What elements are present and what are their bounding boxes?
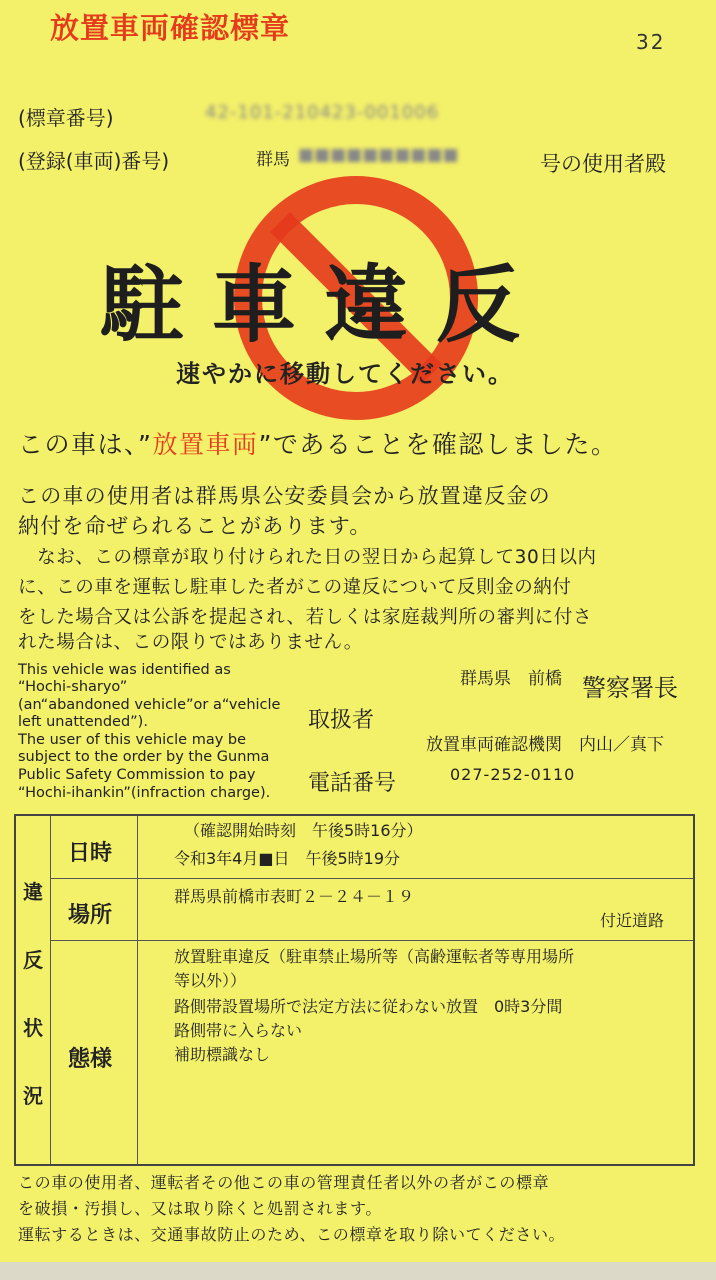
manner-label: 態様 <box>68 1047 113 1072</box>
english-line: (an“abandoned vehicle”or a“vehicle <box>18 697 281 713</box>
handler-label: 取扱者 <box>308 708 375 733</box>
violation-headline: 駐車違反 <box>100 255 549 354</box>
table-divider <box>50 878 693 879</box>
phone-label: 電話番号 <box>308 771 397 796</box>
english-line: “Hochi-sharyo” <box>18 679 128 695</box>
issuer-title: 警察署長 <box>582 674 678 702</box>
phone-value: 027-252-0110 <box>450 765 576 784</box>
sign-number-label: (標章番号) <box>18 106 114 130</box>
handler-value: 放置車両確認機関 内山／真下 <box>426 735 664 755</box>
table-divider <box>137 816 138 1164</box>
bottom-strip <box>0 1262 716 1280</box>
datetime-label: 日時 <box>68 841 113 866</box>
side-label-char: 違 <box>23 880 43 904</box>
registration-prefix: 群馬 <box>256 150 290 170</box>
registration-redacted: ■■■■■■■■■■ <box>298 145 459 165</box>
notice-line: この車の使用者は群馬県公安委員会から放置違反金の <box>18 484 551 508</box>
english-line: The user of this vehicle may be <box>18 732 247 748</box>
english-line: “Hochi-ihankin”(infraction charge). <box>18 785 271 801</box>
footer-line: を破損・汚損し、又は取り除くと処罰されます。 <box>18 1199 382 1218</box>
page-number: 32 <box>636 30 666 54</box>
notice-line: 納付を命ぜられることがあります。 <box>18 514 372 538</box>
manner-line: 補助標識なし <box>174 1045 271 1064</box>
side-label-char: 状 <box>23 1016 43 1040</box>
side-label-char: 況 <box>23 1084 43 1108</box>
document-title: 放置車両確認標章 <box>50 11 291 45</box>
confirmation-statement <box>18 425 617 461</box>
place-line: 付近道路 <box>600 911 665 930</box>
sign-number-value: 42-101-210423-001006 <box>205 102 440 123</box>
violation-details-table <box>14 814 695 1166</box>
notice-paragraph-line: なお、この標章が取り付けられた日の翌日から起算して30日以内 <box>18 547 597 568</box>
manner-line: 等以外）） <box>174 971 247 990</box>
datetime-line: （確認開始時刻 午後5時16分） <box>184 821 423 840</box>
footer-line: 運転するときは、交通事故防止のため、この標章を取り除いてください。 <box>18 1225 566 1244</box>
registration-label: (登録(車両)番号) <box>18 149 170 173</box>
place-label: 場所 <box>68 903 113 928</box>
confirmation-prefix: この車は、” <box>18 430 153 459</box>
move-message: 速やかに移動してください。 <box>176 360 514 388</box>
manner-line: 路側帯に入らない <box>174 1021 303 1040</box>
place-line: 群馬県前橋市表町２－２４－１９ <box>174 887 415 906</box>
notice-paragraph-line: れた場合は、この限りではありません。 <box>18 632 363 653</box>
confirmation-suffix: ”であることを確認しました。 <box>258 430 618 459</box>
notice-paragraph-line: をした場合又は公訴を提起され、若しくは家庭裁判所の審判に付さ <box>18 607 593 628</box>
footer-line: この車の使用者、運転者その他この車の管理責任者以外の者がこの標章 <box>18 1173 550 1192</box>
notice-paragraph-line: に、この車を運転し駐車した者がこの違反について反則金の納付 <box>18 577 572 598</box>
side-label-char: 反 <box>23 948 43 972</box>
addressee: 号の使用者殿 <box>540 152 666 176</box>
english-line: left unattended”). <box>18 714 148 730</box>
table-divider <box>50 940 693 941</box>
table-divider <box>50 816 51 1164</box>
manner-line: 放置駐車違反（駐車禁止場所等（高齢運転者等専用場所 <box>174 947 575 966</box>
english-line: subject to the order by the Gunma <box>18 749 270 765</box>
datetime-line: 令和3年4月■日 午後5時19分 <box>174 849 401 868</box>
english-line: Public Safety Commission to pay <box>18 767 256 783</box>
manner-line: 路側帯設置場所で法定方法に従わない放置 0時3分間 <box>174 997 563 1016</box>
issuer-location: 群馬県 前橋 <box>460 669 562 689</box>
english-line: This vehicle was identified as <box>18 662 231 678</box>
confirmation-highlight: 放置車両 <box>152 430 259 459</box>
